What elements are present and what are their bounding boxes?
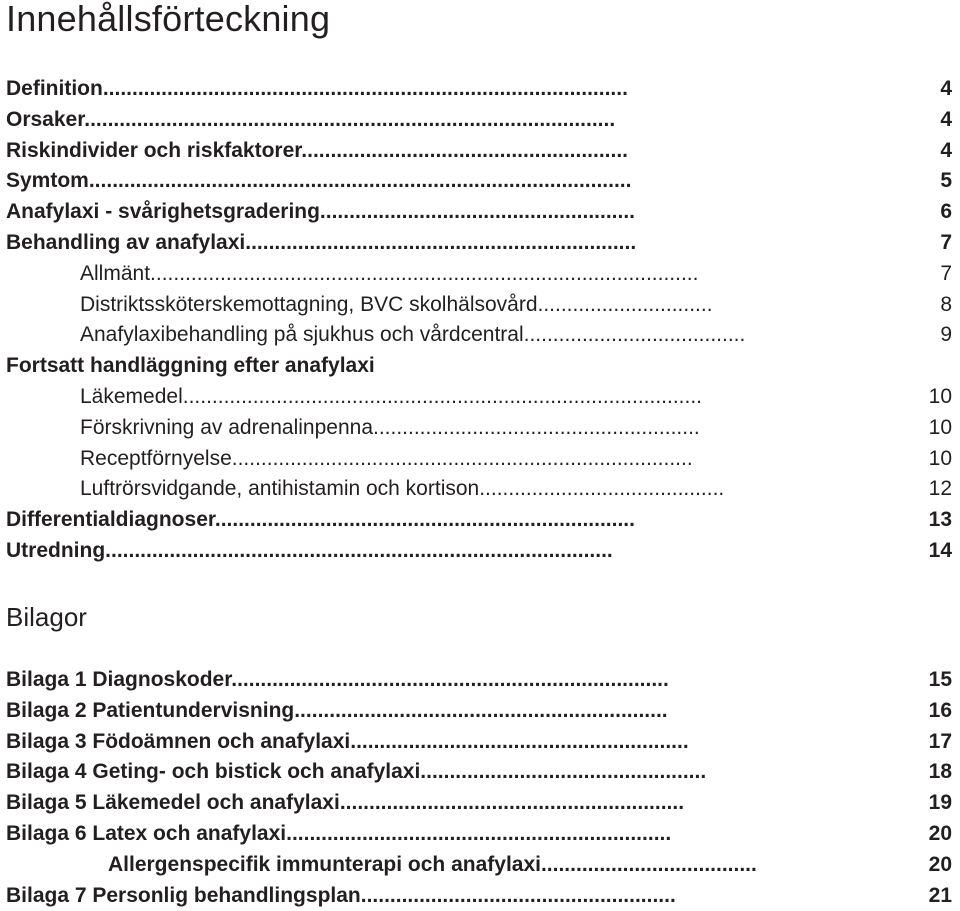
toc-entry-label: Allergenspecifik immunterapi och anafylaxi..................................... <box>108 852 757 876</box>
toc-entry-page: 10 <box>928 415 952 439</box>
toc-entry-page: 4 <box>940 138 952 162</box>
toc-entry-page: 4 <box>940 107 952 131</box>
toc-entry-page: 12 <box>928 477 952 501</box>
toc-entry-label: Bilaga 7 Personlig behandlingsplan...................................................... <box>6 883 676 907</box>
toc-entry <box>0 788 960 819</box>
bilagor-heading: Bilagor <box>6 602 87 632</box>
toc-entry <box>0 382 960 413</box>
toc-entry-page: 20 <box>928 821 952 845</box>
toc-entry-page: 16 <box>928 698 952 722</box>
toc-entry-page: 20 <box>928 852 952 876</box>
toc-entry <box>0 505 960 536</box>
toc-entry-page: 8 <box>940 292 952 316</box>
toc-entry-page: 10 <box>928 446 952 470</box>
toc-entry <box>0 166 960 197</box>
toc-entry-label: Läkemedel......................................................................................... <box>80 384 703 408</box>
toc-entry <box>0 105 960 136</box>
toc-entry-label: Bilaga 5 Läkemedel och anafylaxi........................................................... <box>6 791 685 815</box>
toc-entry-page: 13 <box>928 508 952 532</box>
toc-entry-label: Förskrivning av adrenalinpenna........................................................ <box>80 415 700 439</box>
toc-entry-label: Allmänt.............................................................................................. <box>80 261 699 285</box>
toc-entry-label: Symtom............................................................................................. <box>6 169 632 193</box>
toc-entry-label: Bilaga 2 Patientundervisning................................................................ <box>6 698 668 722</box>
toc-entry-label: Fortsatt handläggning efter anafylaxi <box>6 354 375 378</box>
toc-entry-label: Orsaker........................................................................................... <box>6 107 616 131</box>
toc-entry <box>0 197 960 228</box>
toc-entry <box>0 228 960 259</box>
toc-entry-page: 18 <box>928 760 952 784</box>
toc-entry-label: Behandling av anafylaxi................................................................... <box>6 230 637 254</box>
toc-entry-label: Receptförnyelse............................................................................... <box>80 446 693 470</box>
toc-entry <box>0 444 960 475</box>
toc-entry-page: 4 <box>940 77 952 100</box>
toc-entry <box>0 757 960 788</box>
table-of-contents <box>0 74 960 567</box>
toc-entry-label: Utredning....................................................................................... <box>6 538 613 562</box>
toc-entry <box>0 290 960 321</box>
toc-entry <box>0 259 960 290</box>
toc-entry-page: 5 <box>940 169 952 193</box>
toc-entry <box>0 413 960 444</box>
toc-entry-label: Bilaga 4 Geting- och bistick och anafylaxi................................................. <box>6 760 707 784</box>
toc-entry <box>0 474 960 505</box>
toc-entry <box>0 320 960 351</box>
toc-entry-label: Bilaga 6 Latex och anafylaxi.................................................................. <box>6 821 672 845</box>
appendix-list <box>0 665 960 911</box>
toc-entry-label: Bilaga 1 Diagnoskoder........................................................................... <box>6 668 669 691</box>
toc-entry-label: Differentialdiagnoser........................................................................ <box>6 508 635 532</box>
toc-entry-page: 19 <box>928 791 952 815</box>
toc-entry <box>0 881 960 911</box>
toc-entry-label: Riskindivider och riskfaktorer........................................................ <box>6 138 629 162</box>
toc-entry <box>0 696 960 727</box>
page-title: Innehållsförteckning <box>6 0 331 39</box>
toc-entry <box>0 665 960 696</box>
toc-entry-page: 6 <box>940 200 952 224</box>
toc-entry <box>0 819 960 850</box>
toc-entry <box>0 351 960 382</box>
toc-entry-page: 14 <box>928 538 952 562</box>
toc-entry <box>0 536 960 567</box>
toc-entry-label: Luftrörsvidgande, antihistamin och kortison.......................................... <box>80 477 725 501</box>
toc-entry-page: 10 <box>928 384 952 408</box>
toc-entry-label: Definition.......................................................................................... <box>6 77 628 100</box>
toc-entry-page: 21 <box>928 883 952 907</box>
toc-entry-label: Bilaga 3 Födoämnen och anafylaxi.......................................................... <box>6 729 689 753</box>
toc-entry-page: 17 <box>928 729 952 753</box>
toc-entry-page: 7 <box>940 230 952 254</box>
toc-entry <box>0 74 960 105</box>
toc-entry-page: 9 <box>940 323 952 347</box>
toc-entry <box>0 136 960 167</box>
toc-entry <box>0 850 960 881</box>
toc-entry-label: Distriktssköterskemottagning, BVC skolhälsovård.............................. <box>80 292 713 316</box>
toc-entry-page: 15 <box>928 668 952 691</box>
toc-entry <box>0 727 960 758</box>
toc-entry-label: Anafylaxi - svårighetsgradering...................................................... <box>6 200 635 224</box>
toc-entry-page: 7 <box>940 261 952 285</box>
toc-entry-label: Anafylaxibehandling på sjukhus och vårdcentral...................................... <box>80 323 746 347</box>
